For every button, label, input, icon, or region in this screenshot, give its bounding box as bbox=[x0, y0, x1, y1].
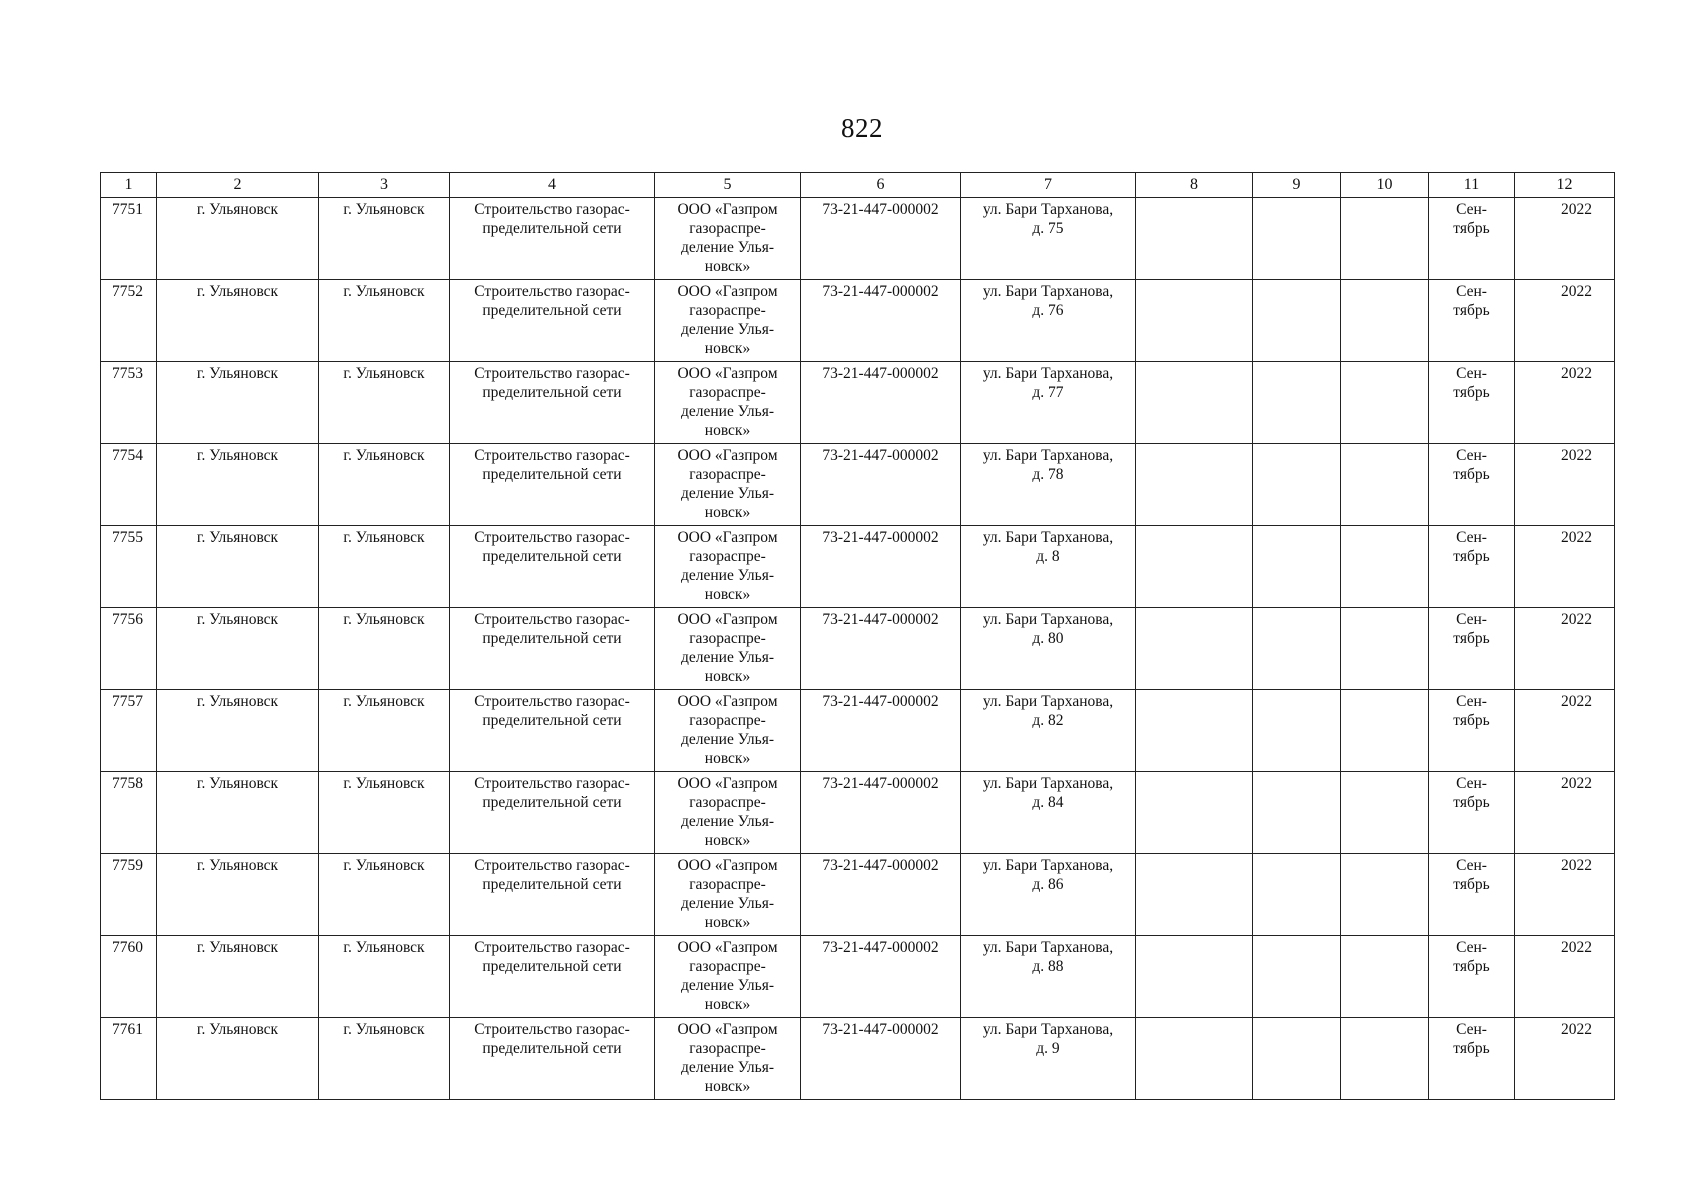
col9-cell bbox=[1253, 444, 1341, 526]
work-type-cell: Строительство газорас- пределительной сети bbox=[450, 526, 655, 608]
column-header-5: 5 bbox=[655, 173, 801, 198]
month-cell: Сен- тябрь bbox=[1429, 854, 1515, 936]
col9-cell bbox=[1253, 362, 1341, 444]
col8-cell bbox=[1136, 854, 1253, 936]
column-header-7: 7 bbox=[961, 173, 1136, 198]
col10-cell bbox=[1341, 608, 1429, 690]
region-cell: г. Ульяновск bbox=[157, 362, 319, 444]
address-cell: ул. Бари Тарханова, д. 77 bbox=[961, 362, 1136, 444]
month-cell: Сен- тябрь bbox=[1429, 444, 1515, 526]
col8-cell bbox=[1136, 936, 1253, 1018]
row-number: 7753 bbox=[101, 362, 157, 444]
registry-number-cell: 73-21-447-000002 bbox=[801, 444, 961, 526]
column-header-3: 3 bbox=[319, 173, 450, 198]
table-row bbox=[101, 362, 1615, 444]
month-cell: Сен- тябрь bbox=[1429, 280, 1515, 362]
month-cell: Сен- тябрь bbox=[1429, 1018, 1515, 1100]
address-cell: ул. Бари Тарханова, д. 82 bbox=[961, 690, 1136, 772]
header-row bbox=[101, 173, 1615, 198]
settlement-cell: г. Ульяновск bbox=[319, 362, 450, 444]
year-cell: 2022 bbox=[1515, 936, 1615, 1018]
region-cell: г. Ульяновск bbox=[157, 854, 319, 936]
row-number: 7761 bbox=[101, 1018, 157, 1100]
region-cell: г. Ульяновск bbox=[157, 608, 319, 690]
month-cell: Сен- тябрь bbox=[1429, 608, 1515, 690]
organization-cell: ООО «Газпром газораспре- деление Улья- новск» bbox=[655, 280, 801, 362]
col10-cell bbox=[1341, 198, 1429, 280]
organization-cell: ООО «Газпром газораспре- деление Улья- новск» bbox=[655, 198, 801, 280]
organization-cell: ООО «Газпром газораспре- деление Улья- новск» bbox=[655, 608, 801, 690]
settlement-cell: г. Ульяновск bbox=[319, 444, 450, 526]
col8-cell bbox=[1136, 526, 1253, 608]
settlement-cell: г. Ульяновск bbox=[319, 936, 450, 1018]
column-header-1: 1 bbox=[101, 173, 157, 198]
col9-cell bbox=[1253, 608, 1341, 690]
col8-cell bbox=[1136, 362, 1253, 444]
region-cell: г. Ульяновск bbox=[157, 526, 319, 608]
col8-cell bbox=[1136, 608, 1253, 690]
work-type-cell: Строительство газорас- пределительной сети bbox=[450, 198, 655, 280]
region-cell: г. Ульяновск bbox=[157, 772, 319, 854]
table-row bbox=[101, 198, 1615, 280]
registry-number-cell: 73-21-447-000002 bbox=[801, 280, 961, 362]
settlement-cell: г. Ульяновск bbox=[319, 854, 450, 936]
column-header-2: 2 bbox=[157, 173, 319, 198]
settlement-cell: г. Ульяновск bbox=[319, 772, 450, 854]
work-type-cell: Строительство газорас- пределительной сети bbox=[450, 280, 655, 362]
year-cell: 2022 bbox=[1515, 772, 1615, 854]
address-cell: ул. Бари Тарханова, д. 8 bbox=[961, 526, 1136, 608]
organization-cell: ООО «Газпром газораспре- деление Улья- новск» bbox=[655, 854, 801, 936]
year-cell: 2022 bbox=[1515, 690, 1615, 772]
table-row bbox=[101, 526, 1615, 608]
work-type-cell: Строительство газорас- пределительной сети bbox=[450, 772, 655, 854]
col9-cell bbox=[1253, 1018, 1341, 1100]
settlement-cell: г. Ульяновск bbox=[319, 608, 450, 690]
table-row bbox=[101, 772, 1615, 854]
work-type-cell: Строительство газорас- пределительной сети bbox=[450, 362, 655, 444]
work-type-cell: Строительство газорас- пределительной сети bbox=[450, 444, 655, 526]
col10-cell bbox=[1341, 362, 1429, 444]
address-cell: ул. Бари Тарханова, д. 75 bbox=[961, 198, 1136, 280]
work-type-cell: Строительство газорас- пределительной сети bbox=[450, 1018, 655, 1100]
region-cell: г. Ульяновск bbox=[157, 936, 319, 1018]
address-cell: ул. Бари Тарханова, д. 86 bbox=[961, 854, 1136, 936]
column-header-8: 8 bbox=[1136, 173, 1253, 198]
registry-number-cell: 73-21-447-000002 bbox=[801, 772, 961, 854]
registry-number-cell: 73-21-447-000002 bbox=[801, 526, 961, 608]
col10-cell bbox=[1341, 444, 1429, 526]
organization-cell: ООО «Газпром газораспре- деление Улья- новск» bbox=[655, 936, 801, 1018]
row-number: 7755 bbox=[101, 526, 157, 608]
table-row bbox=[101, 444, 1615, 526]
work-type-cell: Строительство газорас- пределительной сети bbox=[450, 608, 655, 690]
row-number: 7756 bbox=[101, 608, 157, 690]
col8-cell bbox=[1136, 772, 1253, 854]
column-header-9: 9 bbox=[1253, 173, 1341, 198]
region-cell: г. Ульяновск bbox=[157, 444, 319, 526]
row-number: 7758 bbox=[101, 772, 157, 854]
year-cell: 2022 bbox=[1515, 444, 1615, 526]
work-type-cell: Строительство газорас- пределительной сети bbox=[450, 936, 655, 1018]
organization-cell: ООО «Газпром газораспре- деление Улья- новск» bbox=[655, 444, 801, 526]
col10-cell bbox=[1341, 772, 1429, 854]
table-row bbox=[101, 936, 1615, 1018]
year-cell: 2022 bbox=[1515, 198, 1615, 280]
table-row bbox=[101, 690, 1615, 772]
settlement-cell: г. Ульяновск bbox=[319, 1018, 450, 1100]
region-cell: г. Ульяновск bbox=[157, 280, 319, 362]
month-cell: Сен- тябрь bbox=[1429, 198, 1515, 280]
address-cell: ул. Бари Тарханова, д. 76 bbox=[961, 280, 1136, 362]
registry-number-cell: 73-21-447-000002 bbox=[801, 1018, 961, 1100]
column-header-4: 4 bbox=[450, 173, 655, 198]
address-cell: ул. Бари Тарханова, д. 84 bbox=[961, 772, 1136, 854]
col8-cell bbox=[1136, 444, 1253, 526]
col10-cell bbox=[1341, 1018, 1429, 1100]
work-type-cell: Строительство газорас- пределительной сети bbox=[450, 690, 655, 772]
table-row bbox=[101, 1018, 1615, 1100]
column-header-6: 6 bbox=[801, 173, 961, 198]
year-cell: 2022 bbox=[1515, 526, 1615, 608]
month-cell: Сен- тябрь bbox=[1429, 362, 1515, 444]
organization-cell: ООО «Газпром газораспре- деление Улья- новск» bbox=[655, 690, 801, 772]
col8-cell bbox=[1136, 280, 1253, 362]
col9-cell bbox=[1253, 526, 1341, 608]
region-cell: г. Ульяновск bbox=[157, 198, 319, 280]
year-cell: 2022 bbox=[1515, 362, 1615, 444]
region-cell: г. Ульяновск bbox=[157, 1018, 319, 1100]
col9-cell bbox=[1253, 772, 1341, 854]
year-cell: 2022 bbox=[1515, 1018, 1615, 1100]
column-header-12: 12 bbox=[1515, 173, 1615, 198]
col9-cell bbox=[1253, 198, 1341, 280]
organization-cell: ООО «Газпром газораспре- деление Улья- новск» bbox=[655, 1018, 801, 1100]
registry-number-cell: 73-21-447-000002 bbox=[801, 608, 961, 690]
settlement-cell: г. Ульяновск bbox=[319, 280, 450, 362]
row-number: 7754 bbox=[101, 444, 157, 526]
table-row bbox=[101, 854, 1615, 936]
settlement-cell: г. Ульяновск bbox=[319, 526, 450, 608]
col8-cell bbox=[1136, 1018, 1253, 1100]
address-cell: ул. Бари Тарханова, д. 9 bbox=[961, 1018, 1136, 1100]
register-table bbox=[100, 172, 1615, 1100]
col9-cell bbox=[1253, 690, 1341, 772]
column-header-11: 11 bbox=[1429, 173, 1515, 198]
col9-cell bbox=[1253, 280, 1341, 362]
registry-number-cell: 73-21-447-000002 bbox=[801, 854, 961, 936]
row-number: 7757 bbox=[101, 690, 157, 772]
col10-cell bbox=[1341, 526, 1429, 608]
address-cell: ул. Бари Тарханова, д. 88 bbox=[961, 936, 1136, 1018]
col10-cell bbox=[1341, 690, 1429, 772]
row-number: 7751 bbox=[101, 198, 157, 280]
registry-number-cell: 73-21-447-000002 bbox=[801, 936, 961, 1018]
col10-cell bbox=[1341, 854, 1429, 936]
month-cell: Сен- тябрь bbox=[1429, 690, 1515, 772]
col8-cell bbox=[1136, 198, 1253, 280]
organization-cell: ООО «Газпром газораспре- деление Улья- новск» bbox=[655, 772, 801, 854]
settlement-cell: г. Ульяновск bbox=[319, 198, 450, 280]
col9-cell bbox=[1253, 854, 1341, 936]
organization-cell: ООО «Газпром газораспре- деление Улья- новск» bbox=[655, 526, 801, 608]
region-cell: г. Ульяновск bbox=[157, 690, 319, 772]
col8-cell bbox=[1136, 690, 1253, 772]
col10-cell bbox=[1341, 280, 1429, 362]
registry-number-cell: 73-21-447-000002 bbox=[801, 362, 961, 444]
address-cell: ул. Бари Тарханова, д. 78 bbox=[961, 444, 1136, 526]
table-row bbox=[101, 608, 1615, 690]
year-cell: 2022 bbox=[1515, 608, 1615, 690]
registry-number-cell: 73-21-447-000002 bbox=[801, 198, 961, 280]
month-cell: Сен- тябрь bbox=[1429, 936, 1515, 1018]
work-type-cell: Строительство газорас- пределительной сети bbox=[450, 854, 655, 936]
row-number: 7760 bbox=[101, 936, 157, 1018]
col9-cell bbox=[1253, 936, 1341, 1018]
page-number: 822 bbox=[841, 113, 883, 143]
settlement-cell: г. Ульяновск bbox=[319, 690, 450, 772]
table-body bbox=[101, 198, 1615, 1100]
row-number: 7752 bbox=[101, 280, 157, 362]
table-row bbox=[101, 280, 1615, 362]
month-cell: Сен- тябрь bbox=[1429, 526, 1515, 608]
year-cell: 2022 bbox=[1515, 280, 1615, 362]
col10-cell bbox=[1341, 936, 1429, 1018]
registry-number-cell: 73-21-447-000002 bbox=[801, 690, 961, 772]
organization-cell: ООО «Газпром газораспре- деление Улья- новск» bbox=[655, 362, 801, 444]
column-header-10: 10 bbox=[1341, 173, 1429, 198]
year-cell: 2022 bbox=[1515, 854, 1615, 936]
row-number: 7759 bbox=[101, 854, 157, 936]
month-cell: Сен- тябрь bbox=[1429, 772, 1515, 854]
address-cell: ул. Бари Тарханова, д. 80 bbox=[961, 608, 1136, 690]
